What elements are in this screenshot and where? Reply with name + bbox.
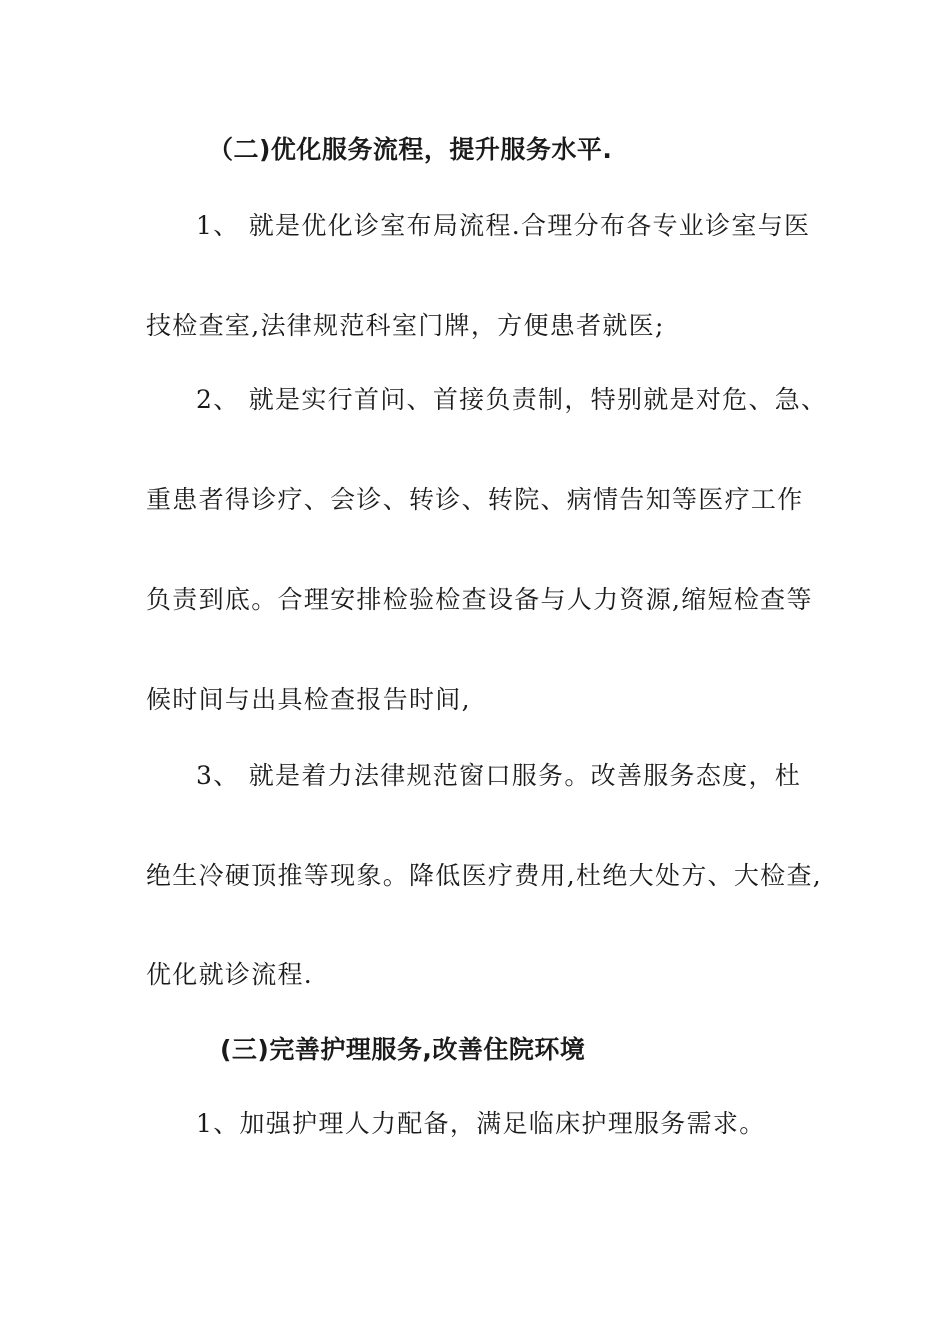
- paragraph-line: 2、 就是实行首问、首接负责制，特别就是对危、急、: [196, 385, 828, 414]
- section-heading-2: （二)优化服务流程，提升服务水平.: [208, 135, 613, 164]
- paragraph-line: 优化就诊流程.: [146, 960, 314, 989]
- paragraph-line: 候时间与出具检查报告时间,: [146, 685, 471, 714]
- section-heading-3: (三)完善护理服务,改善住院环境: [220, 1035, 586, 1064]
- paragraph-line: 重患者得诊疗、会诊、转诊、转院、病情告知等医疗工作: [146, 485, 804, 514]
- paragraph-line: 负责到底。合理安排检验检查设备与人力资源,缩短检查等: [146, 585, 813, 614]
- paragraph-line: 3、 就是着力法律规范窗口服务。改善服务态度，杜: [196, 761, 802, 790]
- paragraph-line: 绝生冷硬顶推等现象。降低医疗费用,杜绝大处方、大检查,: [146, 861, 822, 890]
- paragraph-line: 1、 就是优化诊室布局流程.合理分布各专业诊室与医: [196, 211, 811, 240]
- paragraph-line: 技检查室,法律规范科室门牌，方便患者就医;: [146, 311, 665, 340]
- paragraph-line: 1、加强护理人力配备，满足临床护理服务需求。: [196, 1109, 766, 1138]
